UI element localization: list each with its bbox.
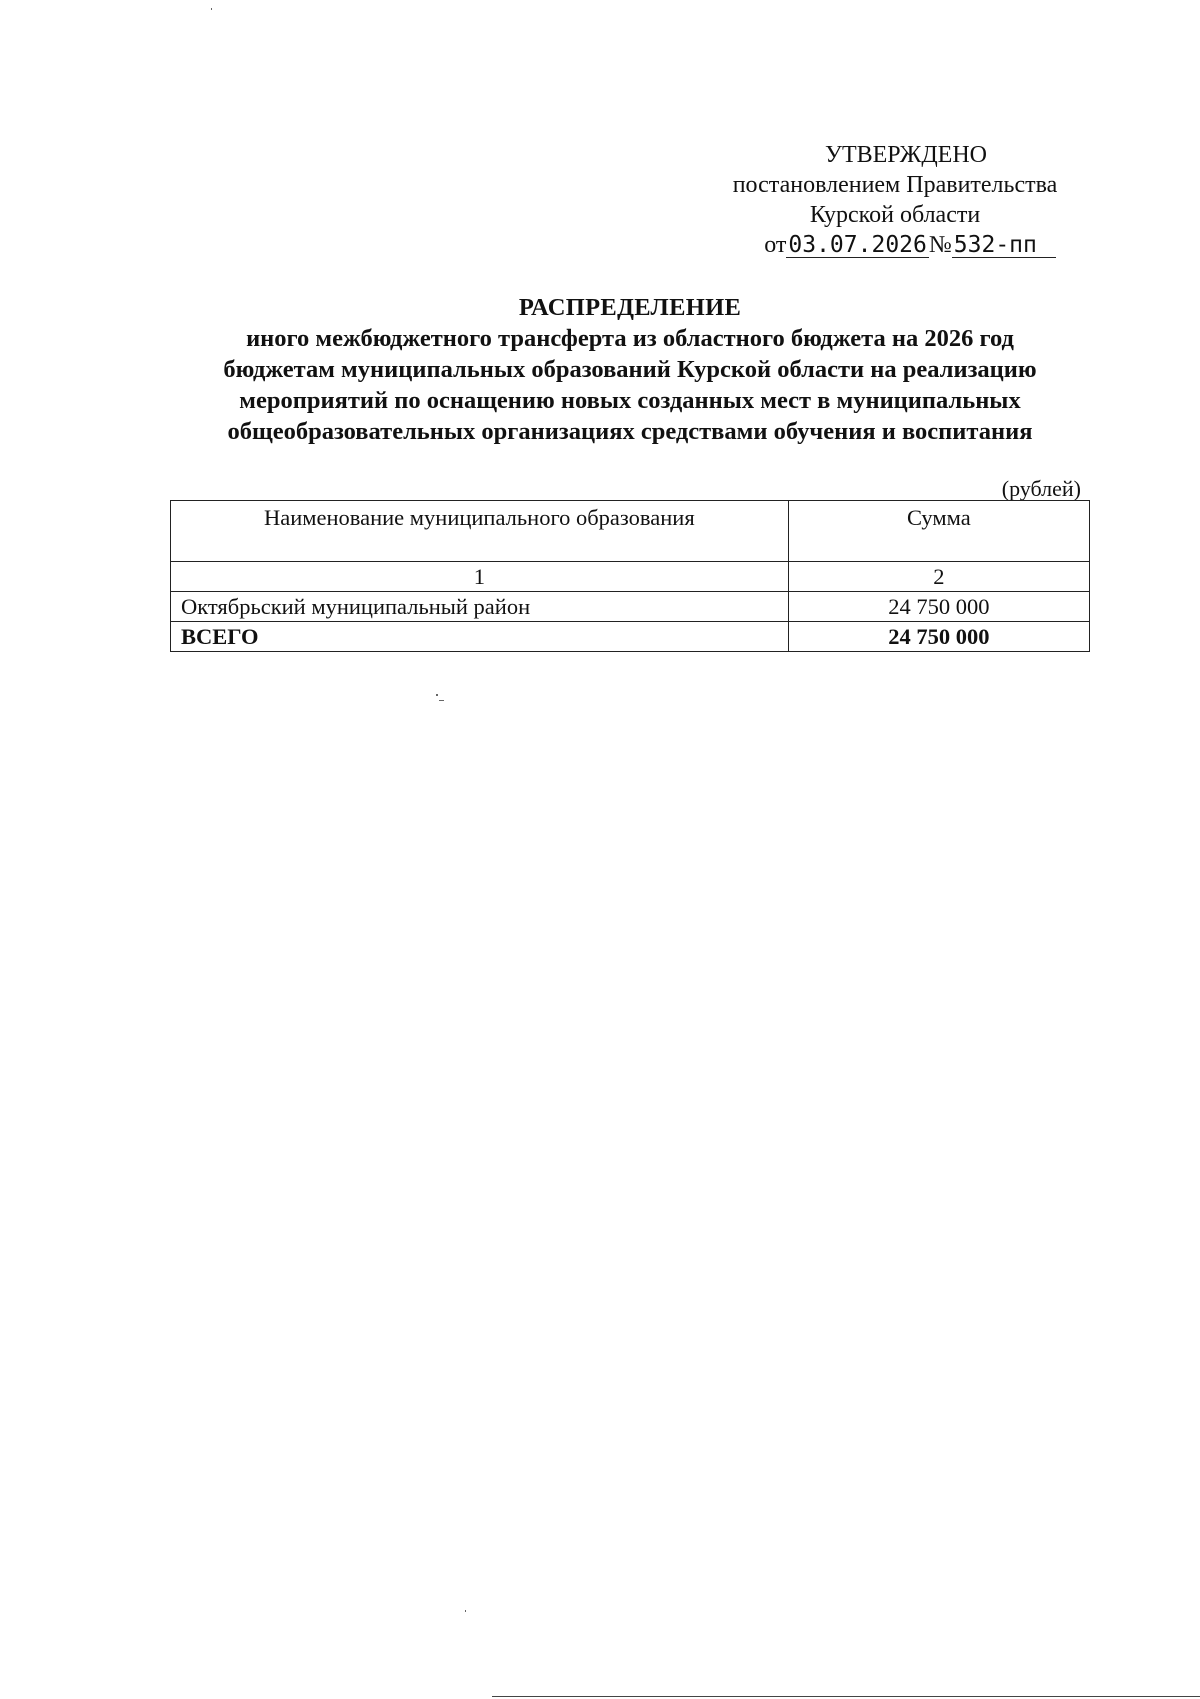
table-header-row: [171, 501, 1090, 562]
title-subtitle-line-1: иного межбюджетного трансферта из областного бюджета на 2026 год: [246, 325, 1014, 352]
header-name: Наименование муниципального образования: [171, 501, 789, 562]
scan-edge-line: [492, 1696, 1200, 1697]
scan-speck: [211, 8, 212, 10]
scan-speck: [436, 694, 438, 696]
approval-decree-line: постановлением Правительства: [732, 172, 1058, 198]
approval-block: [690, 140, 1100, 260]
total-label: ВСЕГО: [171, 622, 789, 652]
approval-heading: УТВЕРЖДЕНО: [824, 142, 988, 168]
approval-number-prefix: №: [928, 232, 952, 258]
title-main: РАСПРЕДЕЛЕНИЕ: [518, 294, 742, 321]
title-subtitle-line-4: общеобразовательных организациях средствами обучения и воспитания: [227, 418, 1033, 445]
approval-date-value: 03.07.2026: [788, 232, 927, 258]
units-label: (рублей): [1001, 476, 1081, 501]
row-name: Октябрьский муниципальный район: [171, 592, 789, 622]
title-subtitle-line-2: бюджетам муниципальных образований Курской области на реализацию: [223, 356, 1037, 383]
column-number-2: 2: [788, 562, 1089, 592]
distribution-table: [170, 500, 1090, 652]
approval-region-line: Курской области: [809, 202, 981, 228]
title-subtitle-line-3: мероприятий по оснащению новых созданных мест в муниципальных: [239, 387, 1021, 414]
table-row: [171, 592, 1090, 622]
approval-date-prefix: от: [764, 232, 787, 258]
approval-number-value: 532-пп: [952, 233, 1056, 258]
column-number-1: 1: [171, 562, 789, 592]
total-sum: 24 750 000: [788, 622, 1089, 652]
row-sum: 24 750 000: [788, 592, 1089, 622]
total-row: [171, 622, 1090, 652]
scan-speck: [439, 700, 444, 701]
approval-date-line: [690, 230, 1100, 260]
document-title: [150, 292, 1110, 447]
column-number-row: [171, 562, 1090, 592]
scan-speck: [465, 1610, 466, 1612]
header-sum: Сумма: [788, 501, 1089, 562]
